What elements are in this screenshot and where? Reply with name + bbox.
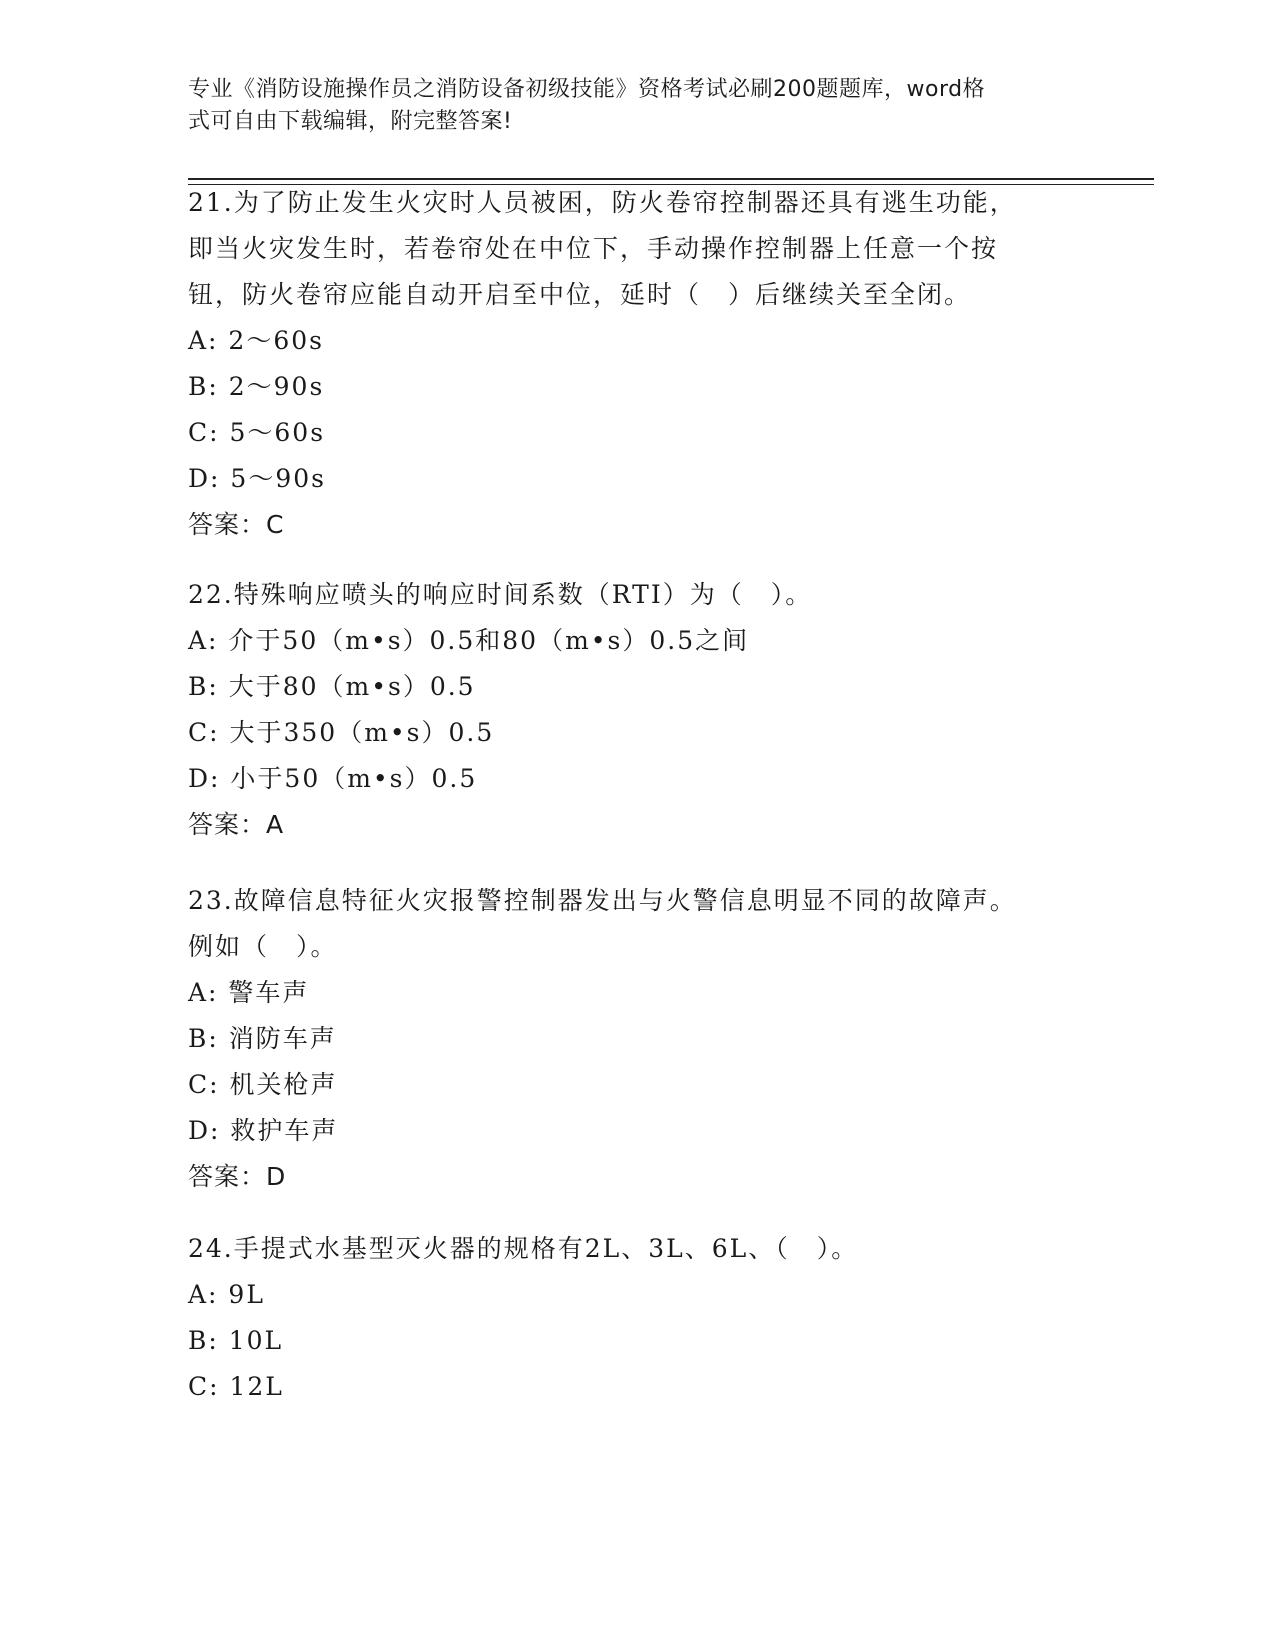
question-stem-line: 钮，防火卷帘应能自动开启至中位，延时（ ）后继续关至全闭。 bbox=[188, 280, 972, 309]
answer: 答案：D bbox=[188, 1162, 287, 1191]
option-a: A: 2～60s bbox=[188, 326, 324, 355]
question-stem-line: 23.故障信息特征火灾报警控制器发出与火警信息明显不同的故障声。 bbox=[188, 886, 1017, 915]
question-23 bbox=[188, 878, 1068, 1200]
option-c: C: 大于350（m•s）0.5 bbox=[188, 718, 495, 747]
question-stem-line: 21.为了防止发生火灾时人员被困，防火卷帘控制器还具有逃生功能， bbox=[188, 188, 1017, 217]
question-stem-line: 24.手提式水基型灭火器的规格有2L、3L、6L、（ ）。 bbox=[188, 1234, 859, 1263]
question-21 bbox=[188, 180, 1068, 548]
option-c: C: 12L bbox=[188, 1372, 284, 1401]
question-stem-line: 即当火灾发生时，若卷帘处在中位下，手动操作控制器上任意一个按 bbox=[188, 234, 999, 263]
option-b: B: 10L bbox=[188, 1326, 284, 1355]
option-c: C: 5～60s bbox=[188, 418, 326, 447]
option-d: D: 小于50（m•s）0.5 bbox=[188, 764, 478, 793]
question-stem-line: 例如（ ）。 bbox=[188, 932, 338, 961]
answer: 答案：C bbox=[188, 510, 285, 539]
document-title bbox=[188, 74, 1088, 138]
option-d: D: 救护车声 bbox=[188, 1116, 339, 1145]
option-a: A: 警车声 bbox=[188, 978, 310, 1007]
answer: 答案：A bbox=[188, 810, 285, 839]
option-b: B: 2～90s bbox=[188, 372, 325, 401]
option-a: A: 介于50（m•s）0.5和80（m•s）0.5之间 bbox=[188, 626, 750, 655]
question-22 bbox=[188, 572, 1068, 848]
option-b: B: 大于80（m•s）0.5 bbox=[188, 672, 476, 701]
title-line-1: 专业《消防设施操作员之消防设备初级技能》资格考试必刷200题题库，word格 bbox=[188, 77, 986, 102]
option-a: A: 9L bbox=[188, 1280, 265, 1309]
question-stem-line: 22.特殊响应喷头的响应时间系数（RTI）为（ ）。 bbox=[188, 580, 813, 609]
option-c: C: 机关枪声 bbox=[188, 1070, 338, 1099]
option-d: D: 5～90s bbox=[188, 464, 326, 493]
option-b: B: 消防车声 bbox=[188, 1024, 337, 1053]
question-24 bbox=[188, 1226, 1068, 1410]
title-line-2: 式可自由下载编辑，附完整答案! bbox=[188, 109, 513, 134]
